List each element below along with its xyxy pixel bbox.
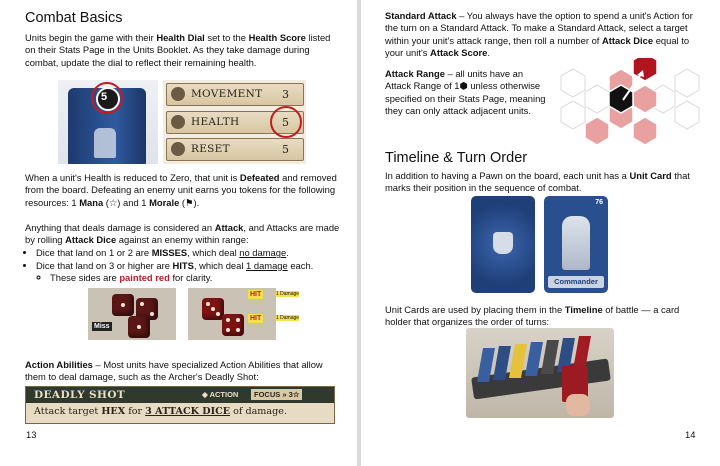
health-dial-image bbox=[58, 80, 158, 164]
stat-row-reset: RESET 5 bbox=[166, 138, 304, 161]
stats-rows-image bbox=[163, 80, 306, 164]
list-item: ◦ These sides are painted red for clarity. bbox=[50, 272, 357, 285]
stat-row-movement: MOVEMENT 3 bbox=[166, 83, 304, 106]
boot-icon bbox=[171, 87, 185, 101]
list-item: • Dice that land on 3 or higher are HITS, which deal 1 damage each. ◦ These sides are painted red for clarity. bbox=[36, 260, 357, 285]
helmet-icon bbox=[493, 232, 513, 254]
hourglass-icon bbox=[171, 142, 185, 156]
deadly-shot-card: DEADLY SHOT ◆ ACTION FOCUS » 3☆ Attack target HEX for 3 ATTACK DICE of damage. bbox=[25, 386, 335, 424]
intro-paragraph: Units begin the game with their Health Dial set to the Health Score listed on their Stats Page in the Units Booklet. As they take damage during combat, update the dial to reflect their remaining health. bbox=[25, 32, 331, 68]
health-highlight-circle bbox=[270, 106, 302, 138]
commander-card: 76 Commander bbox=[544, 196, 608, 293]
page-number-left: 13 bbox=[26, 429, 37, 440]
timeline-heading: Timeline & Turn Order bbox=[385, 150, 528, 166]
dice-rules-list bbox=[22, 247, 357, 285]
commander-figure-icon bbox=[562, 216, 590, 270]
miss-dice-photo: Miss bbox=[88, 288, 176, 340]
unit-card-back bbox=[471, 196, 535, 293]
defeat-paragraph: When a unit's Health is reduced to Zero, that unit is Defeated and removed from the board. Defeating an enemy unit earns you tokens for the following resources: 1 Mana (☆) and 1 Morale (⚑). bbox=[25, 172, 337, 208]
list-item: • Dice that land on 1 or 2 are MISSES, which deal no damage. bbox=[36, 247, 357, 260]
timeline-intro-paragraph: In addition to having a Pawn on the board, each unit has a Unit Card that marks their position in the sequence of combat. bbox=[385, 170, 690, 194]
right-page bbox=[361, 0, 720, 466]
attack-range-paragraph: Attack Range – all units have an Attack Range of 1⬢ unless otherwise specified on their Stats Page, meaning they can only attack adjacent units. bbox=[385, 68, 546, 117]
heart-icon bbox=[171, 115, 185, 129]
stat-row-health: HEALTH 5 bbox=[166, 111, 304, 134]
timeline-holder-photo bbox=[466, 328, 614, 418]
attack-paragraph: Anything that deals damage is considered an Attack, and Attacks are made by rolling Attack Dice against an enemy within range: bbox=[25, 222, 340, 246]
left-page bbox=[0, 0, 357, 466]
card-holder-paragraph: Unit Cards are used by placing them in the Timeline of battle — a card holder that organizes the order of turns: bbox=[385, 304, 680, 328]
dial-value: 5 bbox=[101, 91, 108, 103]
standard-attack-paragraph: Standard Attack – You always have the option to spend a unit's Action for the turn on a Standard Attack. To make a Standard Attack, select a target within your unit's attack range, then roll a number of Attack Dice equal to your unit's Attack Score. bbox=[385, 10, 693, 59]
combat-basics-heading: Combat Basics bbox=[25, 10, 123, 26]
page-number-right: 14 bbox=[685, 429, 696, 440]
hit-dice-photo: HIT HIT bbox=[188, 288, 276, 340]
action-abilities-paragraph: Action Abilities – Most units have specialized Action Abilities that allow them to deal damage, such as the Archer's Deadly Shot: bbox=[25, 359, 323, 383]
knight-figure-icon bbox=[94, 128, 116, 158]
hit-notes: 1 Damage 1 Damage bbox=[276, 291, 300, 321]
attack-range-hex-diagram bbox=[551, 58, 709, 148]
